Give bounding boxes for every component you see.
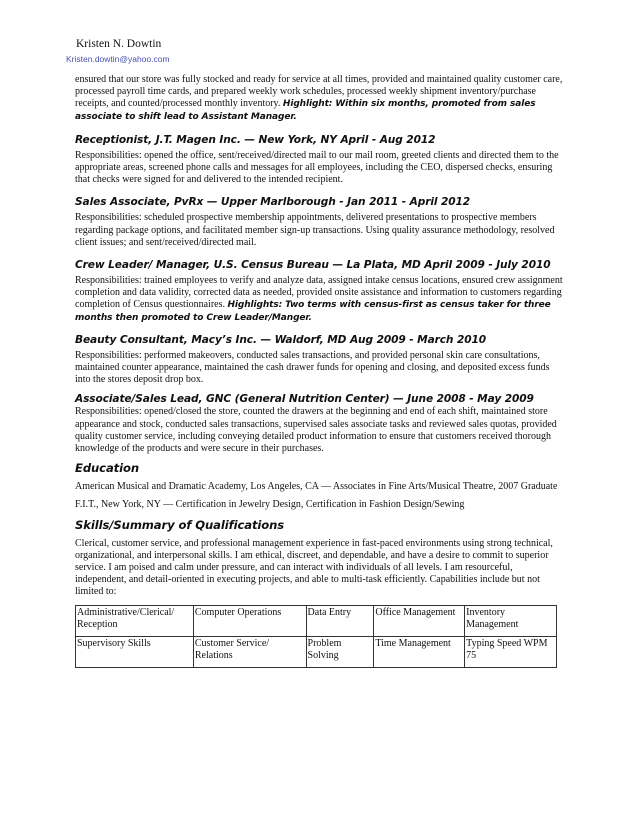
job-title-receptionist: Receptionist, J.T. Magen Inc. — New York, NY April - Aug 2012 (75, 133, 436, 146)
intro-paragraph (75, 74, 563, 123)
table-cell: Office Management (374, 605, 465, 636)
table-cell: Administrative/Clerical/ Reception (76, 605, 194, 636)
job-title-beauty-consultant: Beauty Consultant, Macy’s Inc. — Waldorf, MD Aug 2009 - March 2010 (75, 333, 487, 346)
skills-table (75, 605, 557, 668)
candidate-email[interactable]: Kristen.dowtin@yahoo.com (66, 54, 170, 64)
job-desc-crew-leader (75, 275, 563, 324)
education-item: American Musical and Dramatic Academy, Los Angeles, CA — Associates in Fine Arts/Musical Theatre, 2007 Graduate (75, 481, 558, 493)
candidate-name: Kristen N. Dowtin (76, 38, 162, 50)
job-desc-receptionist: Responsibilities: opened the office, sent/received/directed mail to our mail room, greeted clients and directed them to the appropriate areas, screened phone calls and messages for all employees, including the CEO, dispersed checks, ensuring that checks were signed for and delivered to the intended recipient. (75, 149, 559, 186)
table-cell: Data Entry (306, 605, 374, 636)
table-cell: Typing Speed WPM 75 (465, 636, 557, 667)
crew-leader-text: Responsibilities: trained employees to verify and analyze data, assigned intake census locations, ensured crew assignment completion and data validity, corrected data as needed, provided onsite assistance and information to customers regarding completion of Census questionnaires. (75, 275, 563, 311)
skills-summary: Clerical, customer service, and professional management experience in fast-paced environments using strong technical, organizational, and interpersonal skills. I am ethical, discreet, and dependable, and have a desire to commit to superior service. I am poised and calm under pressure, and can interact with individuals of all levels. I am resourceful, independent, and detail-oriented in executing projects, and able to multi-task efficiently. Capabilities include but not limited to: (75, 537, 553, 598)
table-cell: Supervisory Skills (76, 636, 194, 667)
job-title-sales-associate: Sales Associate, PvRx — Upper Marlborough - Jan 2011 - April 2012 (75, 196, 471, 209)
skills-heading: Skills/Summary of Qualifications (75, 517, 285, 532)
intro-highlight: Highlight: Within six months, promoted from sales associate to shift lead to Assistant Manager. (75, 99, 536, 122)
table-cell: Computer Operations (193, 605, 306, 636)
education-item: F.I.T., New York, NY — Certification in Jewelry Design, Certification in Fashion Design/Sewing (75, 499, 465, 511)
table-cell: Time Management (374, 636, 465, 667)
job-desc-beauty-consultant: Responsibilities: performed makeovers, conducted sales transactions, and provided personal skin care consultations, maintained counter appearance, maintained the cash drawer funds for opening and closing, and deposited excess funds into the stores deposit drop box. (75, 349, 550, 386)
table-row (76, 636, 557, 667)
intro-text: ensured that our store was fully stocked and ready for service at all times, provided and maintained quality customer care, processed payroll time cards, and prepared weekly work schedules, processed weekly shipment inventory/purchase receipts, and counted/processed monthly inventory. (75, 74, 563, 110)
table-cell: Inventory Management (465, 605, 557, 636)
education-heading: Education (75, 461, 140, 476)
job-desc-sales-associate: Responsibilities: scheduled prospective membership appointments, delivered presentations to prospective members regarding package options, and facilitated member sign-up transactions. Using quality assurance methodology, resolved client issues; and sent/received/directed mail. (75, 212, 555, 248)
job-title-crew-leader: Crew Leader/ Manager, U.S. Census Bureau — La Plata, MD April 2009 - July 2010 (75, 259, 551, 272)
job-desc-gnc: Responsibilities: opened/closed the store, counted the drawers at the beginning and end of each shift, maintained store appearance and stock, conducted sales transactions, supervised sales associate tasks and reviewed sales quotas, provided quality customer service, including conveying detailed product information to ensure that customers received thorough knowledge of the products and were secure in their purchases. (75, 406, 557, 455)
resume-content (75, 74, 563, 668)
table-row (76, 605, 557, 636)
crew-leader-highlight: Highlights: Two terms with census-first as census taker for three months then promoted to Crew Leader/Manger. (75, 300, 551, 323)
table-cell: Problem Solving (306, 636, 374, 667)
table-cell: Customer Service/ Relations (193, 636, 306, 667)
job-title-gnc: Associate/Sales Lead, GNC (General Nutrition Center) — June 2008 - May 2009 (75, 393, 534, 406)
